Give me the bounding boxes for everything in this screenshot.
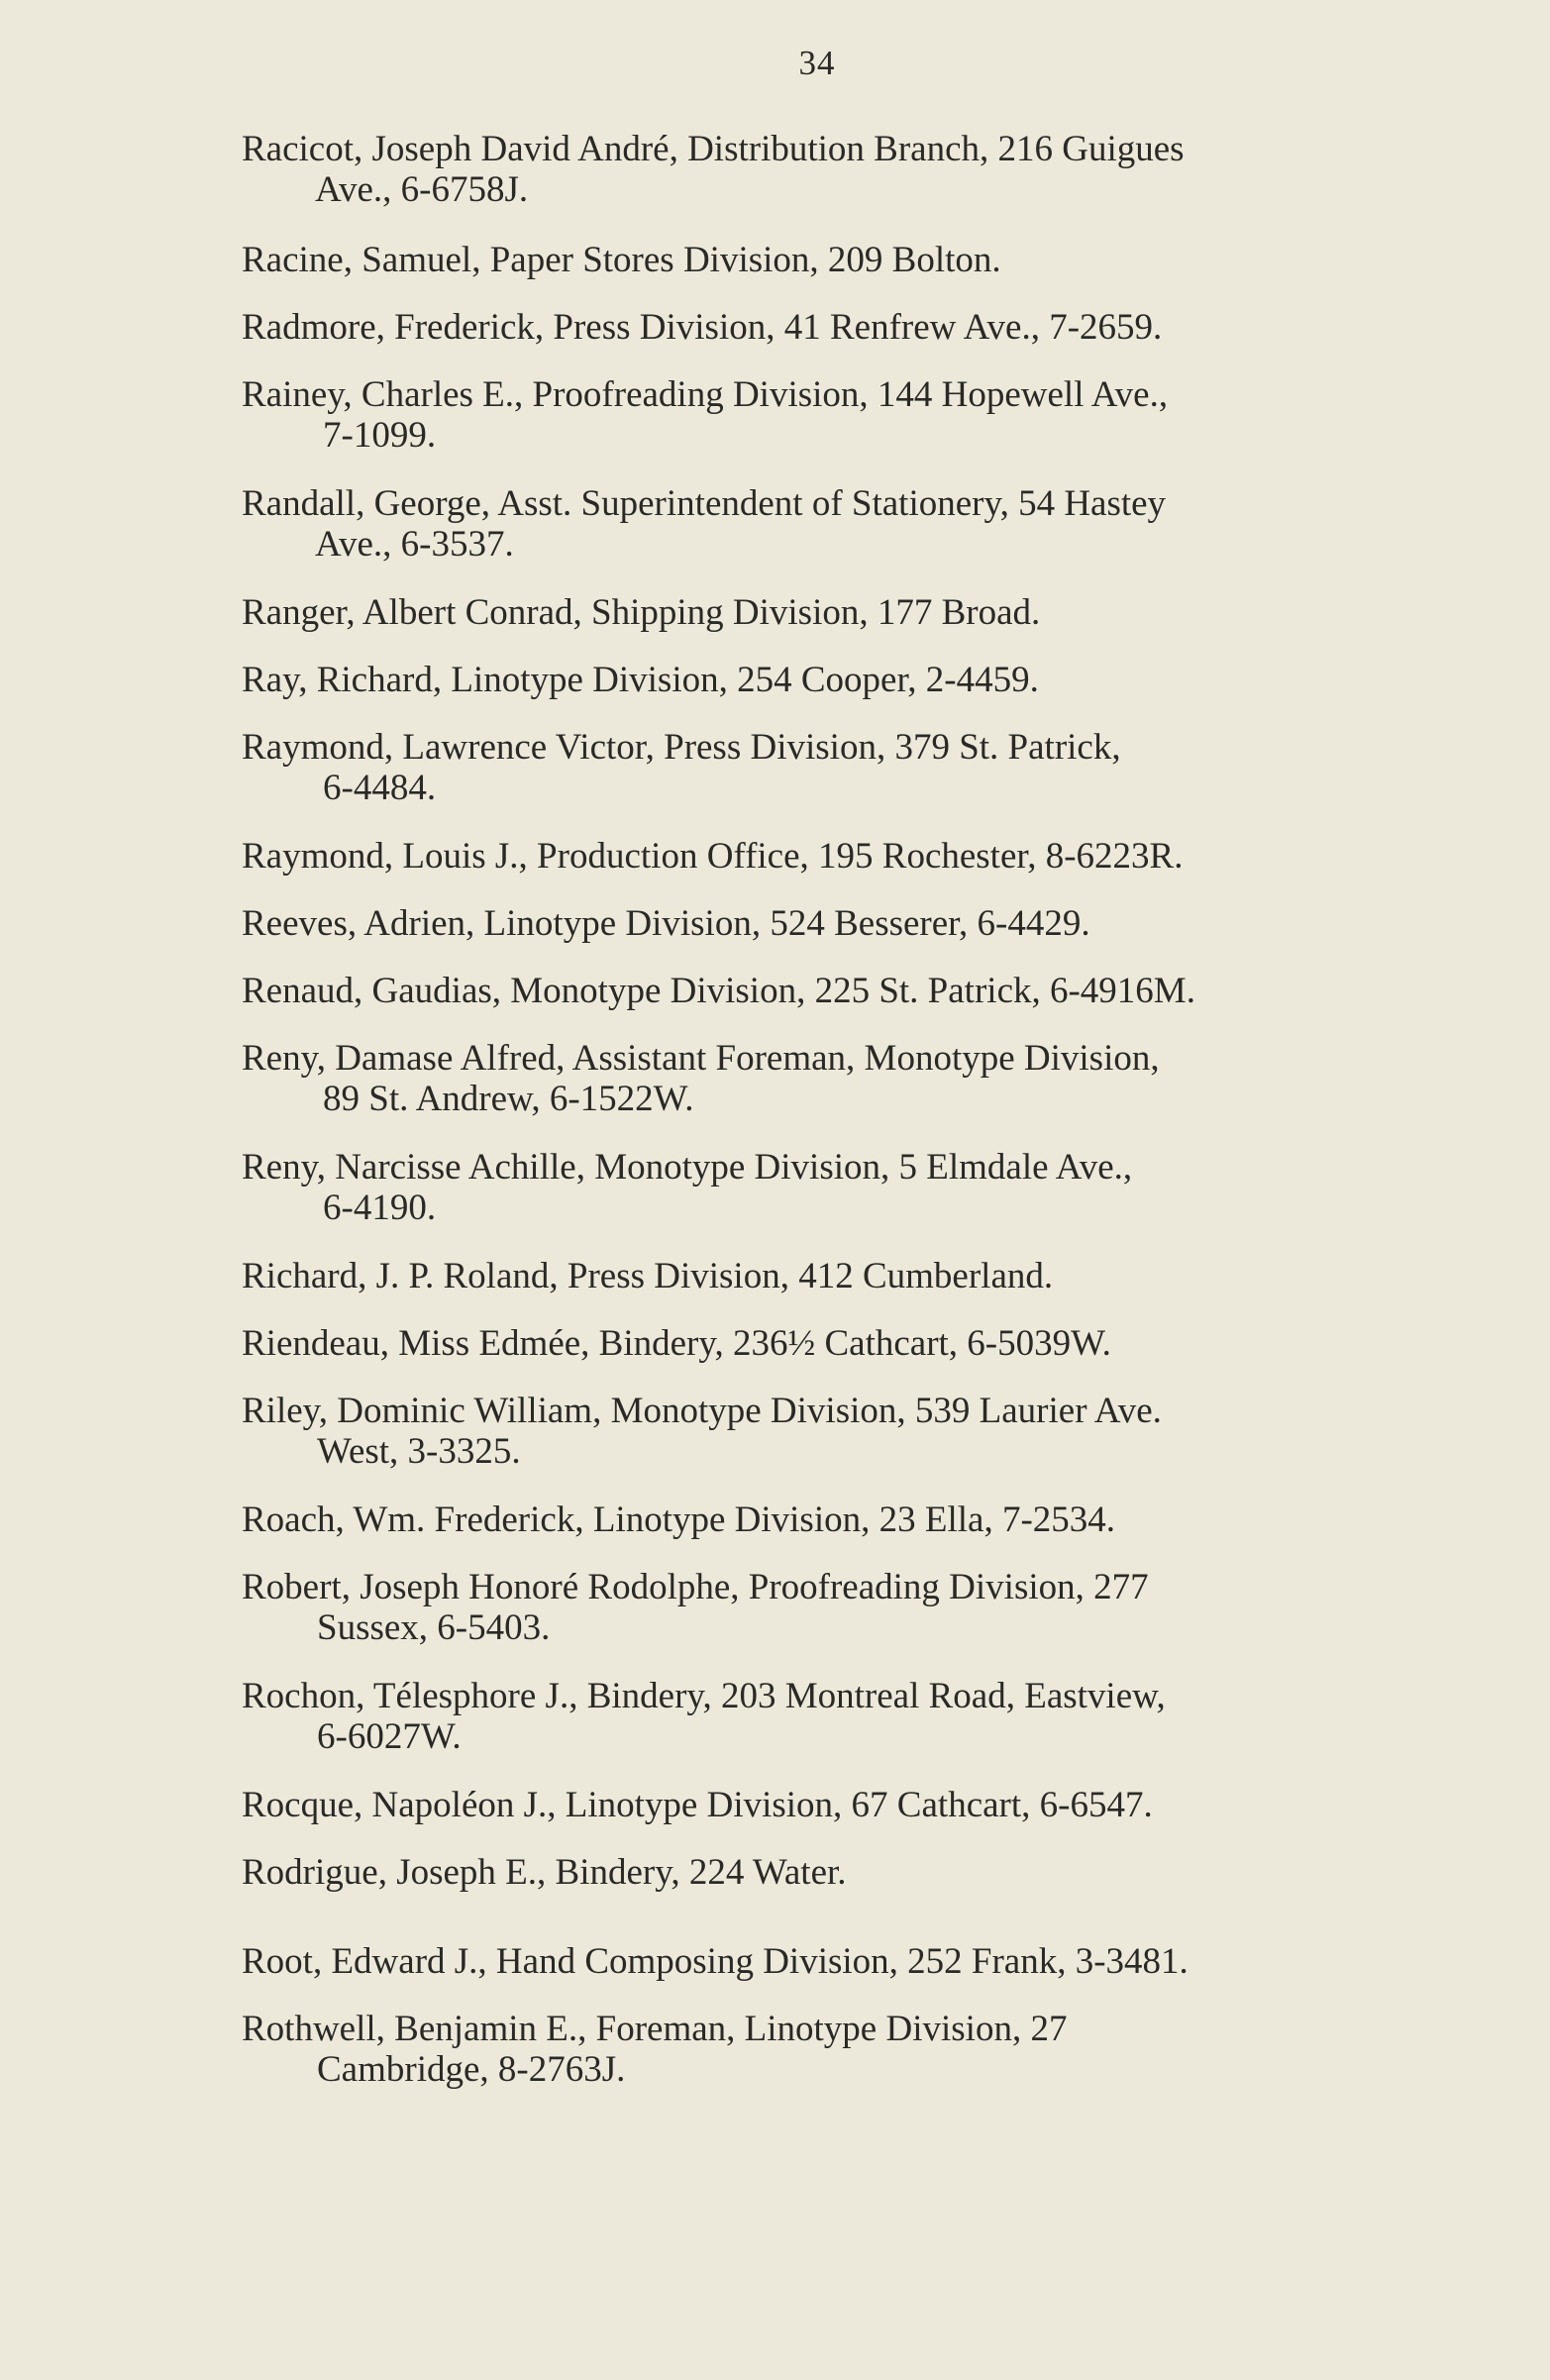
entry-continuation: 6-4484. [323, 768, 437, 808]
entry-line: Rodrigue, Joseph E., Bindery, 224 Water. [242, 1852, 847, 1893]
entry-line: Robert, Joseph Honoré Rodolphe, Proofreading Division, 277 [242, 1567, 1149, 1607]
entry-line: Riendeau, Miss Edmée, Bindery, 236½ Cathcart, 6-5039W. [242, 1323, 1111, 1364]
directory-entry [242, 592, 1444, 633]
directory-entry [242, 836, 1444, 877]
entry-line: Rothwell, Benjamin E., Foreman, Linotype Division, 27 [242, 2009, 1068, 2049]
directory-entry [242, 1785, 1444, 1825]
entry-continuation: Cambridge, 8-2763J. [317, 2049, 626, 2090]
entry-line: Roach, Wm. Frederick, Linotype Division, 23 Ella, 7-2534. [242, 1500, 1116, 1540]
directory-entry [242, 1323, 1444, 1364]
page-number: 34 [798, 44, 836, 82]
entry-line: Reny, Narcisse Achille, Monotype Division, 5 Elmdale Ave., [242, 1147, 1133, 1188]
entry-line: Rochon, Télesphore J., Bindery, 203 Montreal Road, Eastview, [242, 1676, 1166, 1716]
entry-continuation: 6-6027W. [317, 1716, 462, 1757]
directory-entry [242, 1038, 1444, 1119]
entry-line: Reny, Damase Alfred, Assistant Foreman, Monotype Division, [242, 1038, 1160, 1079]
entry-line: Raymond, Louis J., Production Office, 195 Rochester, 8-6223R. [242, 836, 1184, 877]
directory-entry [242, 1147, 1444, 1228]
entry-line: Renaud, Gaudias, Monotype Division, 225 St. Patrick, 6-4916M. [242, 971, 1195, 1011]
entry-continuation: Ave., 6-6758J. [315, 169, 529, 210]
entry-continuation: 6-4190. [323, 1188, 437, 1228]
entry-line: Reeves, Adrien, Linotype Division, 524 Besserer, 6-4429. [242, 903, 1090, 944]
directory-entry [242, 307, 1444, 348]
directory-entry [242, 1941, 1444, 1982]
directory-entry [242, 1391, 1444, 1472]
entry-line: Root, Edward J., Hand Composing Division, 252 Frank, 3-3481. [242, 1941, 1188, 1982]
directory-entry [242, 903, 1444, 944]
entry-line: Rainey, Charles E., Proofreading Division, 144 Hopewell Ave., [242, 374, 1169, 415]
entry-line: Randall, George, Asst. Superintendent of Stationery, 54 Hastey [242, 483, 1167, 524]
directory-entry [242, 1256, 1444, 1296]
entry-continuation: Sussex, 6-5403. [317, 1607, 551, 1648]
entry-line: Radmore, Frederick, Press Division, 41 Renfrew Ave., 7-2659. [242, 307, 1163, 348]
directory-entry [242, 1676, 1444, 1757]
entry-line: Ranger, Albert Conrad, Shipping Division, 177 Broad. [242, 592, 1041, 633]
directory-entry [242, 660, 1444, 700]
directory-entry [242, 727, 1444, 808]
directory-entry [242, 2009, 1444, 2090]
entry-continuation: Ave., 6-3537. [315, 524, 514, 565]
directory-entry [242, 1500, 1444, 1540]
entry-line: Raymond, Lawrence Victor, Press Division, 379 St. Patrick, [242, 727, 1121, 768]
entry-line: Richard, J. P. Roland, Press Division, 412 Cumberland. [242, 1256, 1054, 1296]
directory-entry [242, 1852, 1444, 1893]
entry-line: Racine, Samuel, Paper Stores Division, 209 Bolton. [242, 240, 1001, 280]
entry-line: Ray, Richard, Linotype Division, 254 Cooper, 2-4459. [242, 660, 1039, 700]
entry-line: Racicot, Joseph David André, Distribution Branch, 216 Guigues [242, 129, 1185, 169]
entry-line: Riley, Dominic William, Monotype Division, 539 Laurier Ave. [242, 1391, 1162, 1431]
directory-entry [242, 971, 1444, 1011]
entry-continuation: 89 St. Andrew, 6-1522W. [323, 1079, 694, 1119]
directory-entry [242, 240, 1444, 280]
entry-line: Rocque, Napoléon J., Linotype Division, 67 Cathcart, 6-6547. [242, 1785, 1153, 1825]
directory-entry [242, 374, 1444, 456]
directory-entry [242, 1567, 1444, 1648]
directory-entry [242, 483, 1444, 565]
entry-continuation: West, 3-3325. [317, 1431, 521, 1472]
directory-entry [242, 129, 1444, 210]
entry-continuation: 7-1099. [323, 415, 437, 456]
